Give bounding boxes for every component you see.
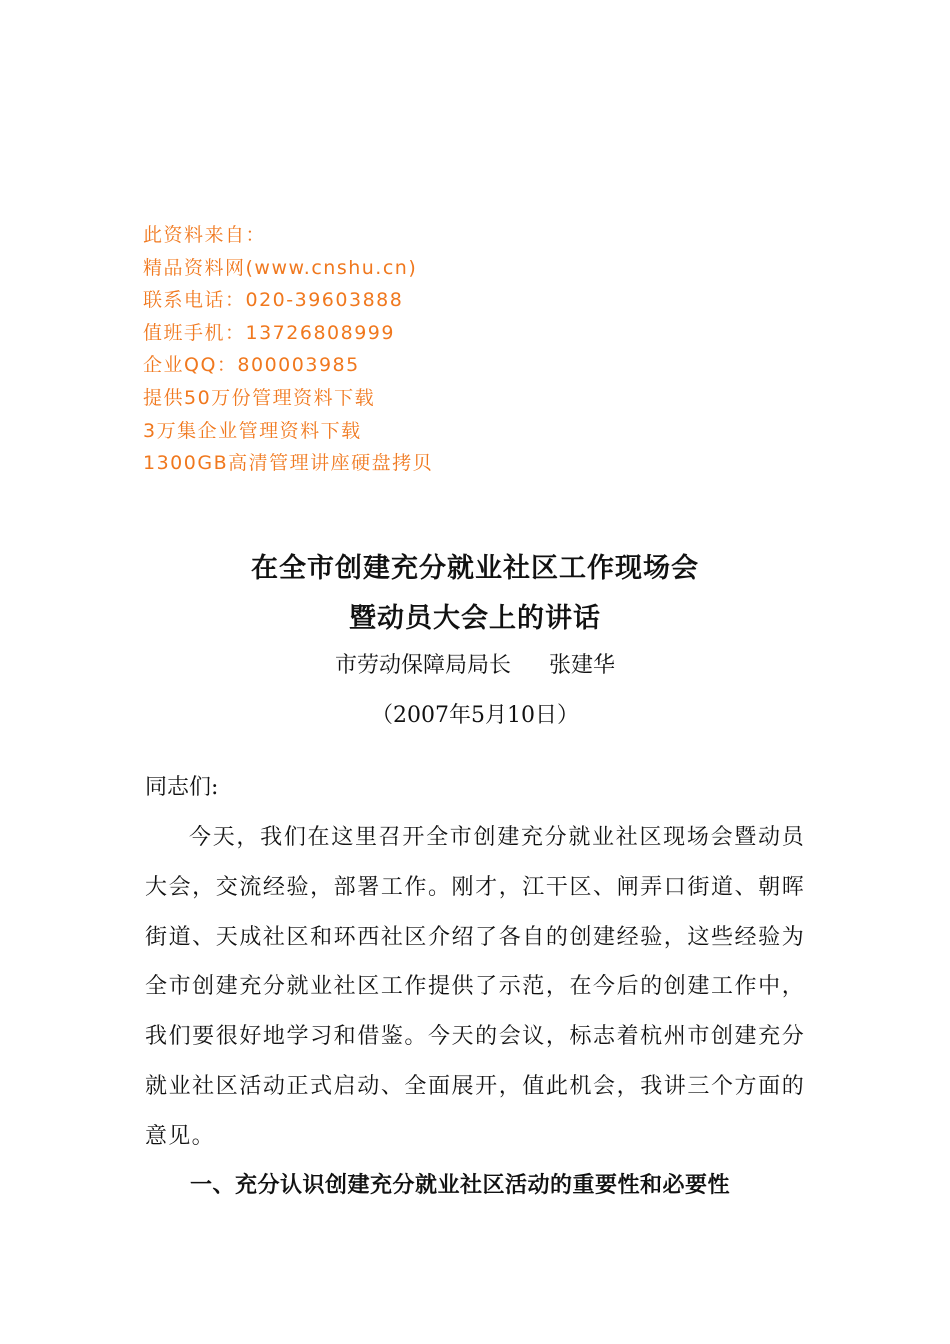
- document-title-line-1: 在全市创建充分就业社区工作现场会: [251, 553, 699, 584]
- source-notice-line: 提供50万份管理资料下载: [143, 386, 376, 409]
- source-notice-line: 值班手机：13726808999: [143, 321, 395, 344]
- section-heading: 一、充分认识创建充分就业社区活动的重要性和必要性: [190, 1172, 731, 1198]
- source-notice-line: 1300GB高清管理讲座硬盘拷贝: [143, 452, 434, 475]
- body-paragraph: 今天，我们在这里召开全市创建充分就业社区现场会暨动员大会，交流经验，部署工作。刚才，江干区、闸弄口街道、朝晖街道、天成社区和环西社区介绍了各自的创建经验，这些经验为全市创建充分就业社区工作提供了示范，在今后的创建工作中，我们要很好地学习和借鉴。今天的会议，标志着杭州市创建充分就业社区活动正式启动、全面展开，值此机会，我讲三个方面的意见。: [145, 825, 805, 1149]
- source-notice-line: 此资料来自：: [143, 224, 267, 246]
- author-name: 张建华: [549, 653, 616, 678]
- source-notice-line: 企业QQ：800003985: [143, 354, 360, 377]
- author-line: [0, 648, 950, 679]
- source-notice: [143, 219, 433, 480]
- author-title: 市劳动保障局局长: [334, 653, 511, 678]
- salutation: 同志们:: [145, 775, 219, 800]
- source-notice-line: 联系电话：020-39603888: [143, 289, 404, 312]
- source-notice-line: 精品资料网(www.cnshu.cn): [143, 256, 418, 279]
- source-notice-line: 3万集企业管理资料下载: [143, 419, 362, 442]
- document-title-line-2: 暨动员大会上的讲话: [349, 603, 601, 634]
- speech-date: （2007年5月10日）: [371, 703, 579, 728]
